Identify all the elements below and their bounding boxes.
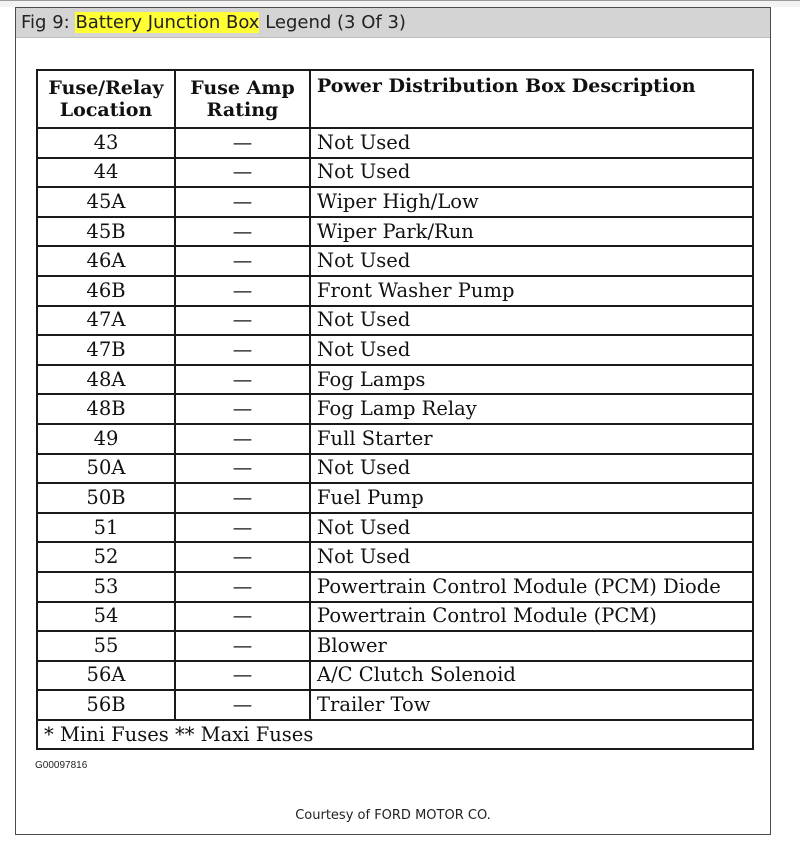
cell-location: 43 [37, 128, 175, 158]
cell-location: 56A [37, 661, 175, 691]
header-rating: Fuse Amp Rating [175, 70, 310, 128]
footnote: * Mini Fuses ** Maxi Fuses [37, 720, 753, 750]
cell-location: 51 [37, 513, 175, 543]
cell-location: 49 [37, 424, 175, 454]
table-row [37, 128, 753, 158]
table-row [37, 158, 753, 188]
cell-description: Not Used [310, 306, 753, 336]
cell-location: 56B [37, 690, 175, 720]
table-body [37, 128, 753, 720]
cell-description: Trailer Tow [310, 690, 753, 720]
table-row [37, 365, 753, 395]
table-row [37, 602, 753, 632]
cell-rating: — [175, 690, 310, 720]
cell-description: Full Starter [310, 424, 753, 454]
cell-location: 55 [37, 631, 175, 661]
table-row [37, 246, 753, 276]
cell-description: Fog Lamps [310, 365, 753, 395]
cell-description: Not Used [310, 246, 753, 276]
table-row [37, 424, 753, 454]
cell-rating: — [175, 631, 310, 661]
cell-description: Not Used [310, 335, 753, 365]
cell-rating: — [175, 335, 310, 365]
cell-description: Fog Lamp Relay [310, 394, 753, 424]
cell-rating: — [175, 661, 310, 691]
figure-code: G00097816 [35, 760, 88, 771]
cell-rating: — [175, 306, 310, 336]
table-row [37, 335, 753, 365]
cell-description: Not Used [310, 513, 753, 543]
table-row [37, 483, 753, 513]
table-row [37, 306, 753, 336]
cell-rating: — [175, 542, 310, 572]
cell-description: Front Washer Pump [310, 276, 753, 306]
cell-location: 47A [37, 306, 175, 336]
cell-location: 46B [37, 276, 175, 306]
cell-rating: — [175, 424, 310, 454]
cell-rating: — [175, 483, 310, 513]
header-location: Fuse/Relay Location [37, 70, 175, 128]
cell-description: Wiper High/Low [310, 187, 753, 217]
cell-rating: — [175, 128, 310, 158]
cell-description: Not Used [310, 128, 753, 158]
cell-description: Powertrain Control Module (PCM) Diode [310, 572, 753, 602]
cell-rating: — [175, 394, 310, 424]
table-row [37, 661, 753, 691]
table-row [37, 276, 753, 306]
table-row [37, 631, 753, 661]
cell-location: 53 [37, 572, 175, 602]
cell-location: 50B [37, 483, 175, 513]
table-row [37, 217, 753, 247]
table-row [37, 542, 753, 572]
title-suffix: Legend (3 Of 3) [259, 12, 406, 33]
table-row [37, 394, 753, 424]
courtesy-credit: Courtesy of FORD MOTOR CO. [295, 808, 491, 823]
table-row [37, 513, 753, 543]
cell-rating: — [175, 365, 310, 395]
cell-location: 44 [37, 158, 175, 188]
cell-location: 45A [37, 187, 175, 217]
table-row [37, 572, 753, 602]
table-row [37, 454, 753, 484]
table-row [37, 690, 753, 720]
top-rule [0, 0, 800, 7]
table-row [37, 187, 753, 217]
footnote-row [37, 720, 753, 750]
cell-description: Not Used [310, 454, 753, 484]
cell-description: Fuel Pump [310, 483, 753, 513]
cell-description: Not Used [310, 158, 753, 188]
cell-rating: — [175, 572, 310, 602]
cell-rating: — [175, 276, 310, 306]
cell-rating: — [175, 513, 310, 543]
cell-location: 54 [37, 602, 175, 632]
cell-location: 48B [37, 394, 175, 424]
cell-description: Powertrain Control Module (PCM) [310, 602, 753, 632]
cell-rating: — [175, 217, 310, 247]
cell-description: A/C Clutch Solenoid [310, 661, 753, 691]
cell-rating: — [175, 246, 310, 276]
cell-location: 45B [37, 217, 175, 247]
figure-frame [15, 7, 771, 835]
cell-location: 50A [37, 454, 175, 484]
cell-rating: — [175, 158, 310, 188]
table-header-row [37, 70, 753, 128]
cell-description: Blower [310, 631, 753, 661]
title-highlight: Battery Junction Box [75, 12, 260, 33]
cell-rating: — [175, 187, 310, 217]
cell-location: 47B [37, 335, 175, 365]
cell-description: Not Used [310, 542, 753, 572]
title-prefix: Fig 9: [21, 12, 76, 33]
cell-location: 48A [37, 365, 175, 395]
figure-title [16, 8, 770, 38]
header-description: Power Distribution Box Description [310, 70, 753, 128]
cell-description: Wiper Park/Run [310, 217, 753, 247]
fuse-legend-table [36, 69, 754, 750]
cell-rating: — [175, 602, 310, 632]
cell-location: 52 [37, 542, 175, 572]
cell-rating: — [175, 454, 310, 484]
cell-location: 46A [37, 246, 175, 276]
